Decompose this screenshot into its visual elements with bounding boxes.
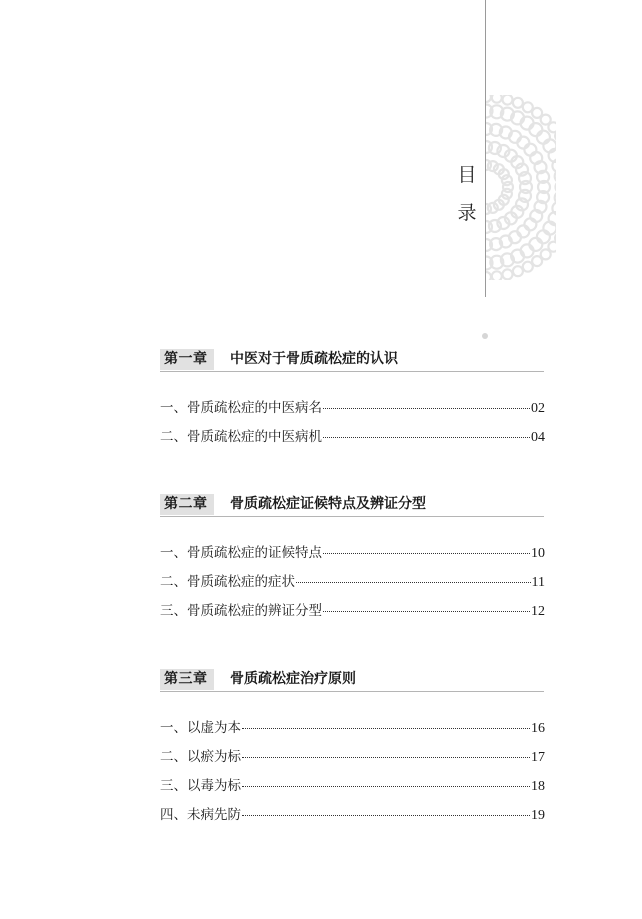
leader-dots — [242, 814, 530, 816]
ornament-dot — [513, 266, 523, 276]
toc-title-char-1: 目 — [457, 164, 477, 186]
ornament-dot — [524, 218, 536, 230]
ornament-dot — [503, 95, 513, 105]
toc-entry-text: 二、骨质疏松症的中医病机 — [160, 429, 322, 445]
toc-entry-page: 10 — [531, 546, 545, 561]
chapter-label: 第二章 — [160, 494, 214, 515]
ornament-dot — [529, 123, 542, 136]
toc-entry-text: 一、以虚为本 — [160, 720, 241, 736]
ornament-dot — [517, 137, 529, 149]
ornament-dot — [523, 102, 533, 112]
ornament-dot — [492, 271, 502, 280]
toc-entry-page: 17 — [531, 750, 545, 765]
toc-entry-page: 02 — [531, 401, 545, 416]
ornament-dot — [537, 131, 550, 144]
ornament-dot — [486, 272, 491, 280]
ornament-dot — [517, 225, 529, 237]
toc-entry[interactable] — [160, 570, 545, 590]
leader-dots — [296, 581, 531, 583]
toc-entry-text: 二、骨质疏松症的症状 — [160, 574, 295, 590]
ornament-dot — [556, 181, 557, 194]
toc-entry-page: 11 — [531, 575, 545, 590]
toc-entry-page: 18 — [531, 779, 545, 794]
chapter-3-heading — [160, 669, 544, 692]
ornament-dot — [548, 122, 556, 132]
chapter-title: 中医对于骨质疏松症的认识 — [230, 351, 398, 367]
ornament-dot — [503, 269, 513, 279]
toc-entry-page: 12 — [531, 604, 545, 619]
chapter-label: 第三章 — [160, 669, 214, 690]
toc-entry-text: 一、骨质疏松症的中医病名 — [160, 400, 322, 416]
toc-entry-text: 一、骨质疏松症的证候特点 — [160, 545, 322, 561]
toc-entry-text: 四、未病先防 — [160, 807, 241, 823]
toc-entry[interactable] — [160, 745, 545, 765]
ornament-dot — [513, 98, 523, 108]
decorative-dot — [482, 333, 488, 339]
leader-dots — [323, 436, 530, 438]
ornament-dot — [552, 159, 556, 172]
ornament-dot — [523, 262, 533, 272]
leader-dots — [242, 727, 530, 729]
toc-entry[interactable] — [160, 774, 545, 794]
toc-entry[interactable] — [160, 541, 545, 561]
mandala-ornament — [486, 95, 556, 280]
chapter-title: 骨质疏松症证候特点及辨证分型 — [230, 496, 426, 512]
ornament-dot — [486, 239, 492, 251]
leader-dots — [323, 407, 530, 409]
toc-entry[interactable] — [160, 425, 545, 445]
ornament-dot — [524, 144, 536, 156]
toc-entry-page: 16 — [531, 721, 545, 736]
toc-entry[interactable] — [160, 716, 545, 736]
leader-dots — [323, 552, 530, 554]
toc-entry-text: 三、骨质疏松症的辨证分型 — [160, 603, 322, 619]
leader-dots — [242, 785, 530, 787]
leader-dots — [323, 610, 530, 612]
toc-entry-text: 三、以毒为标 — [160, 778, 241, 794]
toc-title-char-2: 录 — [457, 202, 477, 224]
ornament-dot — [492, 95, 502, 103]
chapter-label: 第一章 — [160, 349, 214, 370]
chapter-1-heading — [160, 349, 544, 372]
toc-entry-page: 04 — [531, 430, 545, 445]
chapter-title: 骨质疏松症治疗原则 — [230, 671, 356, 687]
toc-entry[interactable] — [160, 599, 545, 619]
leader-dots — [242, 756, 530, 758]
toc-entry[interactable] — [160, 396, 545, 416]
ornament-dot — [537, 230, 550, 243]
ornament-dot — [486, 95, 491, 102]
ornament-dot — [555, 131, 556, 141]
toc-entry-text: 二、以瘀为标 — [160, 749, 241, 765]
ornament-dot — [529, 238, 542, 251]
ornament-dot — [532, 256, 542, 266]
toc-entry[interactable] — [160, 803, 545, 823]
chapter-2-heading — [160, 494, 544, 517]
toc-entry-page: 19 — [531, 808, 545, 823]
